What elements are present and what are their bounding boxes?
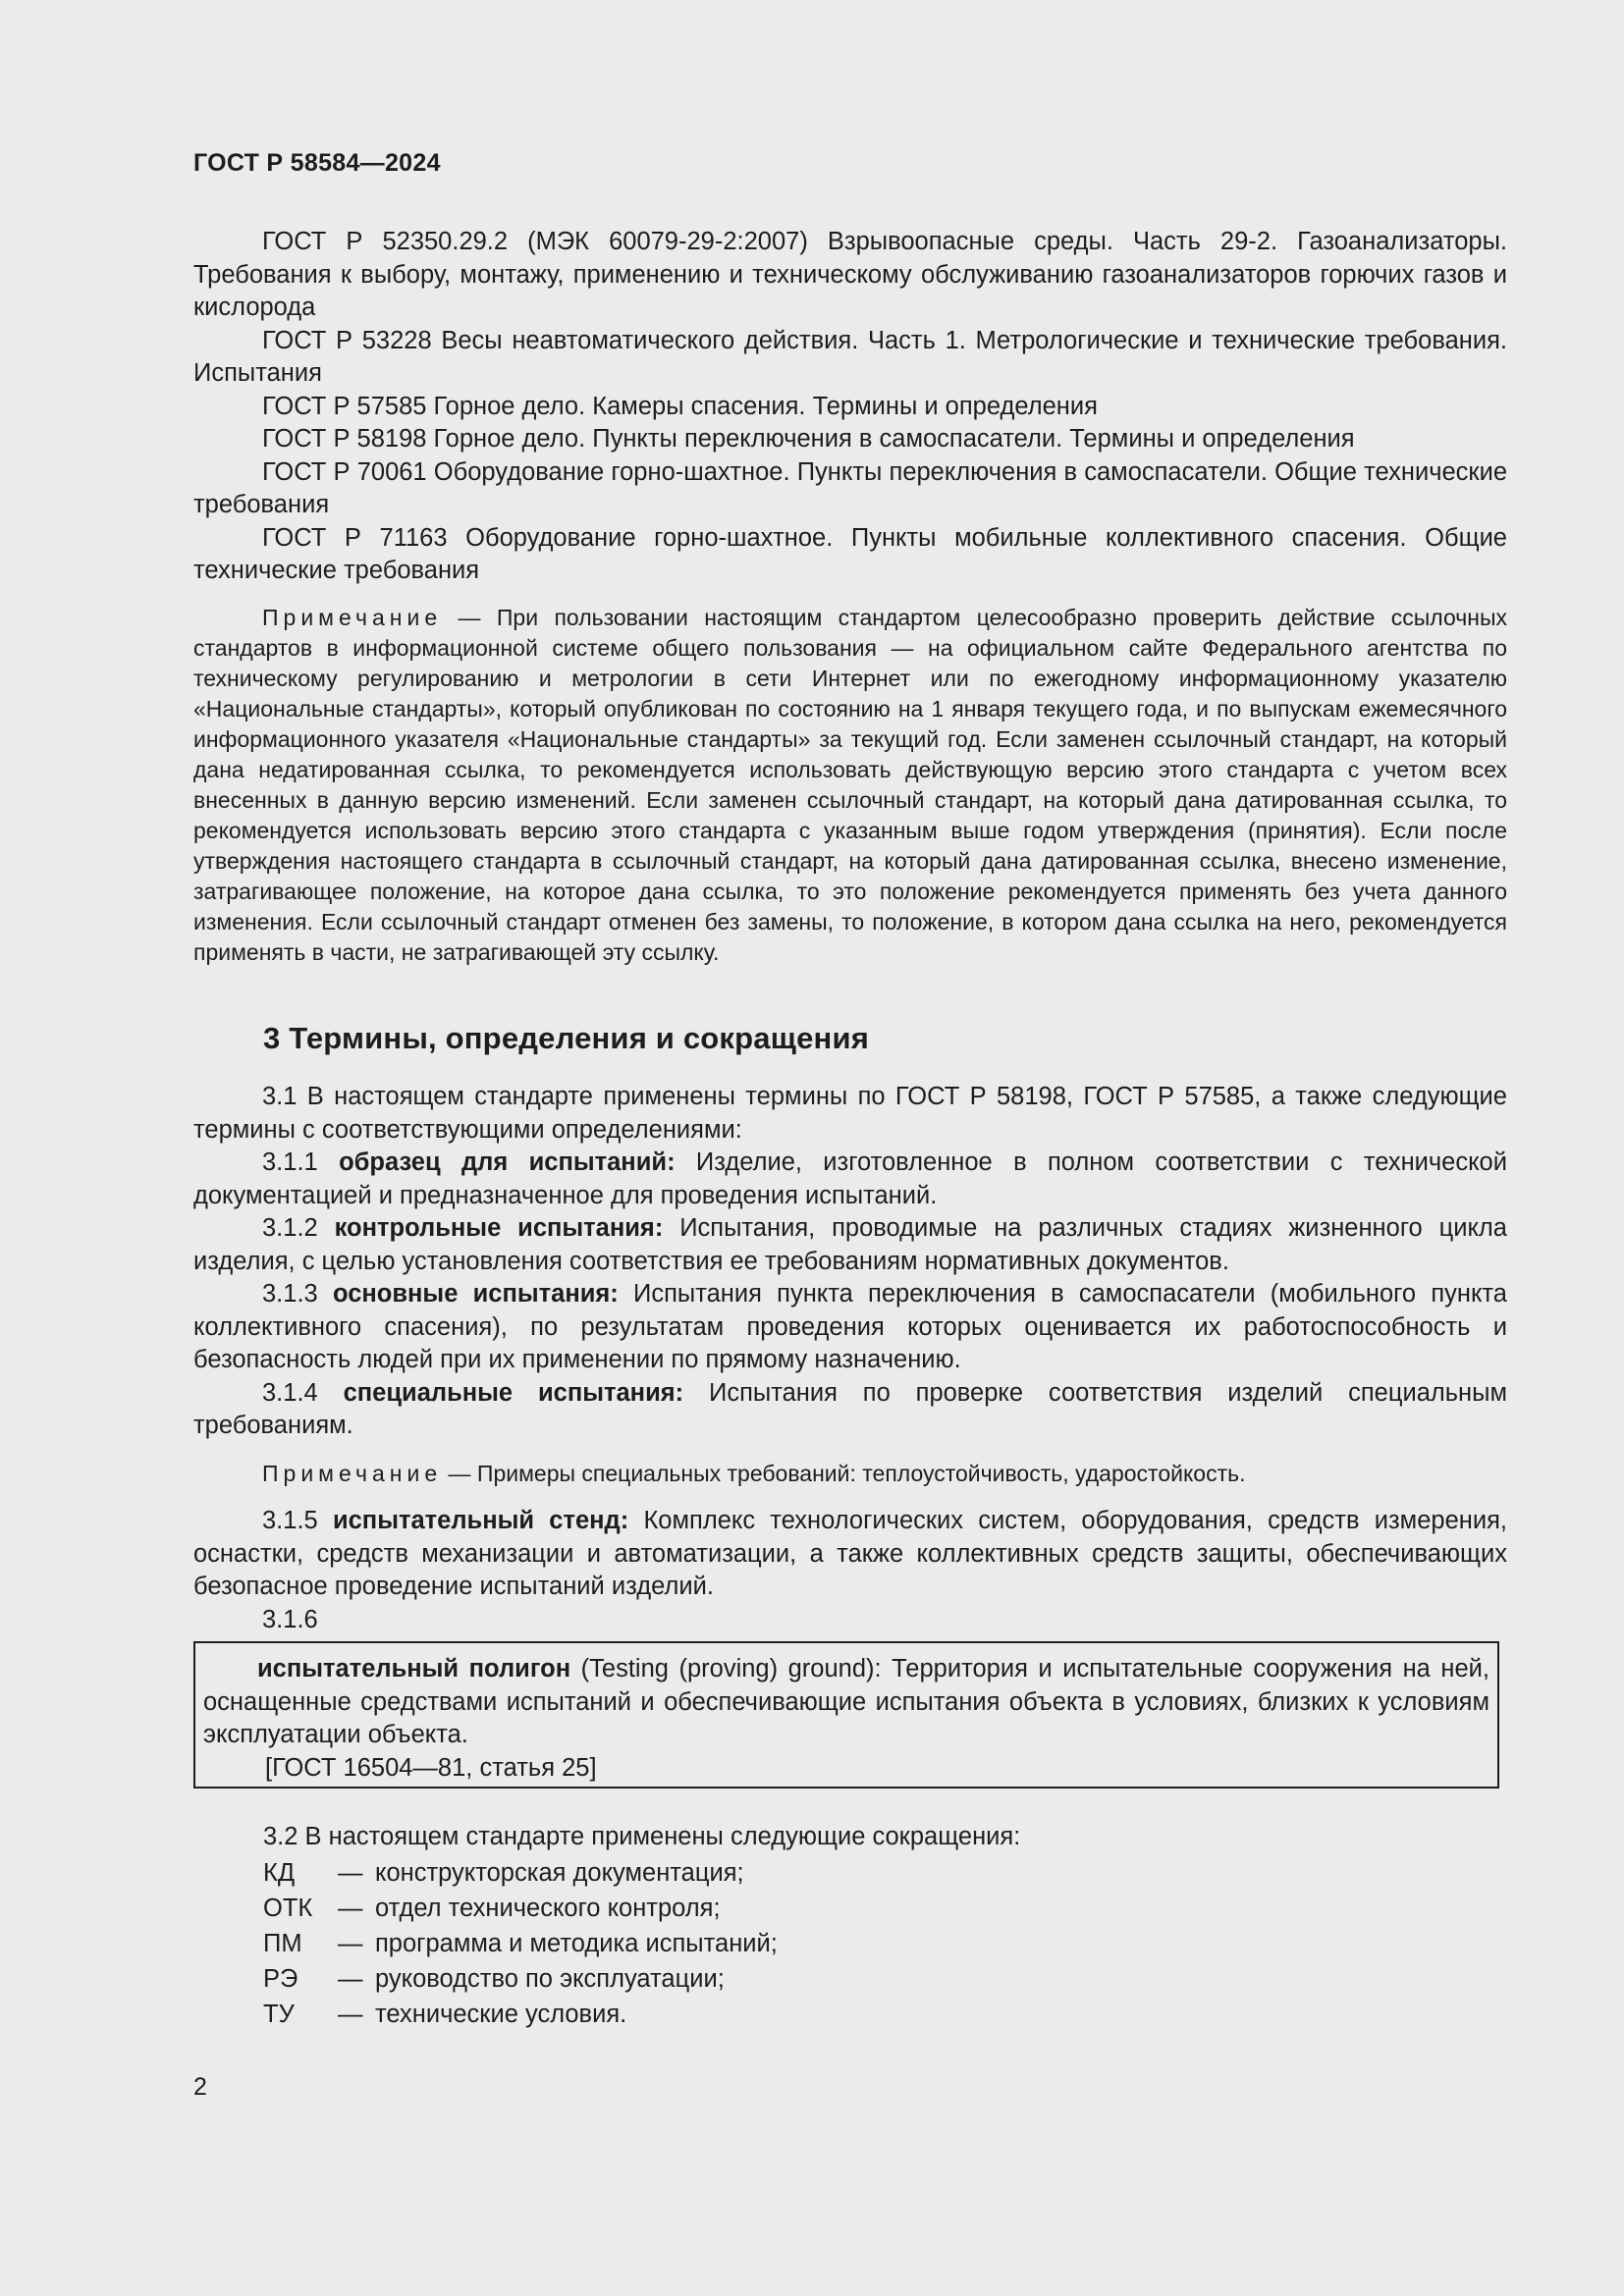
abbreviation-text: отдел технического контроля; — [375, 1895, 721, 1922]
abbreviation-row — [263, 1963, 778, 1999]
boxed-term — [193, 1641, 1499, 1789]
references-note — [193, 603, 1507, 968]
term-definition: Комплекс технологических систем, оборудования, средств измерения, оснастки, средств механизации и автоматизации, а также коллективных средств защиты, обеспечивающих безопасное проведение испытаний изделий. — [193, 1507, 1507, 1600]
page-number: 2 — [193, 2073, 207, 2101]
abbreviation-code: КД — [263, 1859, 296, 1887]
term-definition: Испытания, проводимые на различных стадиях жизненного цикла изделия, с целью установления соответствия ее требованиям нормативных документов. — [193, 1214, 1507, 1275]
reference-item: ГОСТ Р 70061 Оборудование горно-шахтное. Пункты переключения в самоспасатели. Общие технические требования — [193, 457, 1507, 518]
term-name: основные испытания: — [332, 1280, 619, 1308]
abbreviation-dash: — — [338, 1895, 363, 1922]
reference-item: ГОСТ Р 57585 Горное дело. Камеры спасения. Термины и определения — [262, 392, 1098, 420]
abbreviation-dash: — — [338, 1930, 363, 1957]
abbreviation-text: руководство по эксплуатации; — [375, 1965, 725, 1993]
abbreviation-code: ОТК — [263, 1895, 313, 1922]
note-label: Примечание — [262, 1461, 443, 1486]
abbreviation-code: ТУ — [263, 2001, 295, 2028]
term-definition: (Testing (proving) ground): Территория и испытательные сооружения на ней, оснащенные средствами испытаний и обеспечивающие испытания объекта в условиях, близких к условиям эксплуатации объекта. — [203, 1655, 1489, 1748]
term-name: испытательный полигон — [257, 1655, 571, 1682]
abbreviation-text: конструкторская документация; — [375, 1859, 744, 1887]
term-source: [ГОСТ 16504—81, статья 25] — [265, 1753, 597, 1782]
abbreviation-dash: — — [338, 2001, 363, 2028]
reference-item: ГОСТ Р 52350.29.2 (МЭК 60079-29-2:2007) Взрывоопасные среды. Часть 29-2. Газоанализаторы. Требования к выбору, монтажу, применению и техническому обслуживанию газоанализаторов горючих газов и кислорода — [193, 228, 1507, 321]
terms-list — [193, 1081, 1507, 1443]
term-definition: Испытания пункта переключения в самоспасатели (мобильного пункта коллективного спасения), по результатам проведения которых оценивается их работоспособность и безопасность людей при их применении по прямому назначению. — [193, 1280, 1507, 1373]
term-3-1-5: 3.1.5 испытательный стенд: Комплекс технологических систем, оборудования, средств измерения, оснастки, средств механизации и автоматизации, а также коллективных средств защиты, обеспечивающих безопасное проведение испытаний изделий. — [193, 1507, 1507, 1600]
reference-item: ГОСТ Р 58198 Горное дело. Пункты переключения в самоспасатели. Термины и определения — [262, 425, 1355, 453]
term-3-1-3: 3.1.3 основные испытания: Испытания пункта переключения в самоспасатели (мобильного пункта коллективного спасения), по результатам проведения которых оценивается их работоспособность и безопасность людей при их применении по прямому назначению. — [193, 1280, 1507, 1373]
clause-3-1: 3.1 В настоящем стандарте применены термины по ГОСТ Р 58198, ГОСТ Р 57585, а также следующие термины с соответствующими определениями: — [193, 1083, 1507, 1144]
abbreviation-row — [263, 1928, 778, 1963]
note-label: Примечание — [262, 605, 443, 630]
reference-item: ГОСТ Р 53228 Весы неавтоматического действия. Часть 1. Метрологические и технические требования. Испытания — [193, 326, 1507, 387]
term-name: контрольные испытания: — [334, 1214, 664, 1242]
terms-list-continued — [193, 1505, 1507, 1636]
abbreviation-code: ПМ — [263, 1930, 302, 1957]
term-name: специальные испытания: — [343, 1378, 684, 1407]
section-title: 3 Термины, определения и сокращения — [263, 1021, 869, 1055]
abbreviations-list — [263, 1857, 778, 2034]
term-definition: Испытания по проверке соответствия изделий специальным требованиям. — [193, 1378, 1507, 1439]
term-3-1-2: 3.1.2 контрольные испытания: Испытания, проводимые на различных стадиях жизненного цикла изделия, с целью установления соответствия ее требованиям нормативных документов. — [193, 1214, 1507, 1275]
abbreviation-code: РЭ — [263, 1965, 298, 1993]
abbreviation-text: программа и методика испытаний; — [375, 1930, 778, 1957]
abbreviation-row — [263, 1893, 778, 1928]
reference-item: ГОСТ Р 71163 Оборудование горно-шахтное. Пункты мобильные коллективного спасения. Общие технические требования — [193, 523, 1507, 584]
term-definition: Изделие, изготовленное в полном соответствии с технической документацией и предназначенное для проведения испытаний. — [193, 1148, 1507, 1209]
term-3-1-1: 3.1.1 образец для испытаний: Изделие, изготовленное в полном соответствии с технической документацией и предназначенное для проведения испытаний. — [193, 1148, 1507, 1209]
abbreviation-text: технические условия. — [375, 2001, 627, 2028]
abbreviation-dash: — — [338, 1859, 363, 1887]
abbreviation-row — [263, 1999, 778, 2034]
term-3-1-6-number: 3.1.6 — [262, 1605, 318, 1633]
note-text: — Примеры специальных требований: теплоустойчивость, ударостойкость. — [442, 1461, 1246, 1486]
term-name: испытательный стенд: — [332, 1507, 629, 1534]
term-name: образец для испытаний: — [339, 1148, 676, 1176]
abbreviation-row — [263, 1857, 778, 1893]
note-text: — При пользовании настоящим стандартом целесообразно проверить действие ссылочных стандартов в информационной системе общего пользования — на официальном сайте Федерального агентства по техническому регулированию и метрологии в сети Интернет или по ежегодному информационному указателю «Национальные стандарты», который опубликован по состоянию на 1 января текущего года, и по выпускам ежемесячного информационного указателя «Национальные стандарты» за текущий год. Если заменен ссылочный стандарт, на который дана недатированная ссылка, то рекомендуется использовать действующую версию этого стандарта с учетом всех внесенных в данную версию изменений. Если заменен ссылочный стандарт, на который дана датированная ссылка, то рекомендуется использовать версию этого стандарта с указанным выше годом утверждения (принятия). Если после утверждения настоящего стандарта в ссылочный стандарт, на который дана датированная ссылка, внесено изменение, затрагивающее положение, на которое дана ссылка, то это положение рекомендуется применять без учета данного изменения. Если ссылочный стандарт отменен без замены, то положение, в котором дана ссылка на него, рекомендуется применять в части, не затрагивающей эту ссылку. — [193, 605, 1507, 965]
term-3-1-4: 3.1.4 специальные испытания: Испытания по проверке соответствия изделий специальным требованиям. — [193, 1378, 1507, 1439]
clause-3-2: 3.2 В настоящем стандарте применены следующие сокращения: — [263, 1823, 1021, 1850]
special-tests-note — [193, 1459, 1507, 1489]
document-header: ГОСТ Р 58584—2024 — [193, 149, 441, 177]
boxed-term-text — [203, 1653, 1489, 1752]
normative-references — [193, 226, 1507, 588]
abbreviation-dash: — — [338, 1965, 363, 1993]
